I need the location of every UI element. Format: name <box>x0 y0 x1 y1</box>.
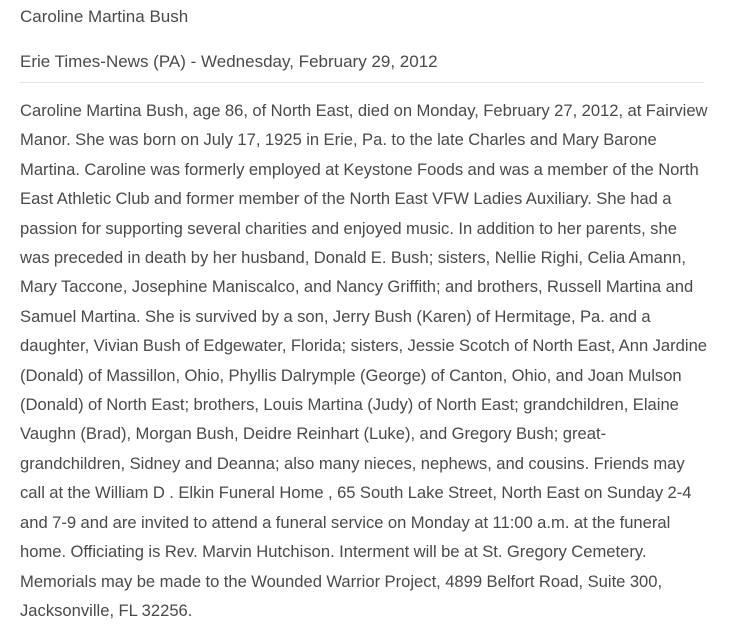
obituary-title: Caroline Martina Bush <box>20 7 189 26</box>
obituary-text: Caroline Martina Bush, age 86, of North East, died on Monday, February 27, 2012, at Fairview Manor. She was born on July 17, 1925 in Erie, Pa. to the late Charles and Mary Barone Martina. Caroline was formerly employed at Keystone Foods and was a member of the North East Athletic Club and former member of the North East VFW Ladies Auxiliary. She had a passion for supporting several charities and enjoyed music. In addition to her parents, she was preceded in death by her husband, Donald E. Bush; sisters, Nellie Righi, Celia Amann, Mary Taccone, Josephine Maniscalco, and Nancy Griffith; and brothers, Russell Martina and Samuel Martina. She is survived by a son, Jerry Bush (Karen) of Hermitage, Pa. and a daughter, Vivian Bush of Edgewater, Florida; sisters, Jessie Scotch of North East, Ann Jardine (Donald) of Massillon, Ohio, Phyllis Dalrymple (George) of Canton, Ohio, and Joan Mulson (Donald) of North East; brothers, Louis Martina (Judy) of North East; grandchildren, Elaine Vaughn (Brad), Morgan Bush, Deidre Reinhart (Luke), and Gregory Bush; great-grandchildren, Sidney and Deanna; also many nieces, nephews, and cousins. Friends may call at the William D . Elkin Funeral Home , 65 South Lake Street, North East on Sunday 2-4 and 7-9 and are invited to attend a funeral service on Monday at 11:00 a.m. at the funeral home. Officiating is Rev. Marvin Hutchison. Interment will be at St. Gregory Cemetery. Memorials may be made to the Wounded Warrior Project, 4899 Belfort Road, Suite 300, Jacksonville, FL 32256. <box>20 101 708 620</box>
divider <box>20 82 704 83</box>
publication-source: Erie Times-News (PA) - Wednesday, February 29, 2012 <box>20 52 438 71</box>
